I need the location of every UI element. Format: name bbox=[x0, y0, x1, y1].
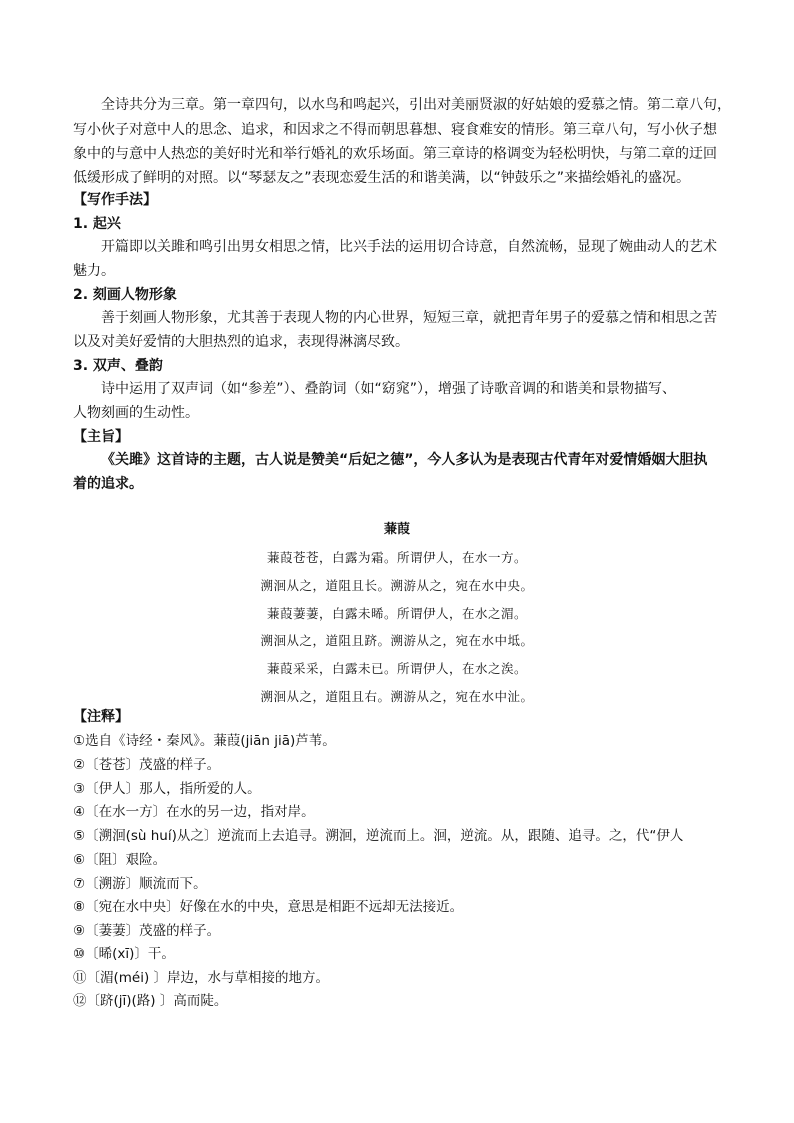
technique-text: 诗中运用了双声词（如“参差”）、叠韵词（如“窈窕”），增强了诗歌音调的和谐美和景物描写、 bbox=[101, 381, 677, 397]
note-item: ⑧〔宛在水中央〕好像在水的中央，意思是相距不远却无法接近。 bbox=[73, 899, 464, 915]
technique-text: 人物刻画的生动性。 bbox=[73, 405, 199, 421]
analysis-line: 写小伙子对意中人的思念、追求，和因求之不得而朝思暮想、寝食难安的情形。第三章八句，写小伙子想 bbox=[73, 122, 717, 138]
technique-text: 以及对美好爱情的大胆热烈的追求，表现得淋漓尽致。 bbox=[73, 334, 409, 350]
poem-line: 溯洄从之，道阻且跻。溯游从之，宛在水中坻。 bbox=[260, 633, 534, 648]
poem-line: 溯洄从之，道阻且右。溯游从之，宛在水中沚。 bbox=[260, 689, 534, 704]
poem-line: 蒹葭萋萋，白露未晞。所谓伊人，在水之湄。 bbox=[266, 606, 527, 621]
note-item: ①选自《诗经・秦风》。蒹葭(jiān jiā)芦苇。 bbox=[73, 733, 336, 749]
technique-title: 2. 刻画人物形象 bbox=[73, 287, 177, 303]
analysis-line: 全诗共分为三章。第一章四句，以水鸟和鸣起兴，引出对美丽贤淑的好姑娘的爱慕之情。第二章八句， bbox=[101, 97, 731, 113]
notes-heading: 【注释】 bbox=[73, 709, 129, 725]
theme-text: 着的追求。 bbox=[73, 476, 143, 492]
poem-line: 蒹葭苍苍，白露为霜。所谓伊人，在水一方。 bbox=[266, 550, 527, 565]
note-item: ④〔在水一方〕在水的另一边，指对岸。 bbox=[73, 804, 315, 820]
analysis-line: 象中的与意中人热恋的美好时光和举行婚礼的欢乐场面。第三章诗的格调变为轻松明快，与第二章的迂回 bbox=[73, 146, 717, 162]
note-item: ⑤〔溯洄(sù huí)从之〕逆流而上去追寻。溯洄，逆流而上。洄，逆流。从，跟随、追寻。之，代“伊人 bbox=[73, 828, 684, 844]
technique-text: 魅力。 bbox=[73, 263, 115, 279]
poem-line: 溯洄从之，道阻且长。溯游从之，宛在水中央。 bbox=[260, 578, 534, 593]
analysis-line: 低缓形成了鲜明的对照。以“琴瑟友之”表现恋爱生活的和谐美满，以“钟鼓乐之”来描绘婚礼的盛况。 bbox=[73, 170, 691, 186]
technique-title: 3. 双声、叠韵 bbox=[73, 358, 163, 374]
technique-text: 开篇即以关雎和鸣引出男女相思之情，比兴手法的运用切合诗意，自然流畅，显现了婉曲动人的艺术 bbox=[101, 239, 717, 255]
note-item: ⑨〔萋萋〕茂盛的样子。 bbox=[73, 923, 221, 939]
poem-line: 蒹葭采采，白露未已。所谓伊人，在水之涘。 bbox=[266, 661, 527, 676]
note-item: ⑫〔跻(jī)(路) 〕高而陡。 bbox=[73, 993, 228, 1009]
writing-heading: 【写作手法】 bbox=[73, 192, 157, 208]
note-item: ⑥〔阻〕艰险。 bbox=[73, 852, 167, 868]
note-item: ②〔苍苍〕茂盛的样子。 bbox=[73, 757, 221, 773]
theme-text: 《关雎》这首诗的主题，古人说是赞美“后妃之德”，今人多认为是表现古代青年对爱情婚姻大胆执 bbox=[101, 452, 708, 468]
note-item: ③〔伊人〕那人，指所爱的人。 bbox=[73, 781, 261, 797]
technique-title: 1. 起兴 bbox=[73, 216, 121, 232]
theme-heading: 【主旨】 bbox=[73, 429, 129, 445]
note-item: ⑦〔溯游〕顺流而下。 bbox=[73, 876, 207, 892]
poem-title: 蒹葭 bbox=[383, 522, 410, 537]
note-item: ⑪〔湄(méi) 〕岸边，水与草相接的地方。 bbox=[73, 970, 330, 986]
technique-text: 善于刻画人物形象，尤其善于表现人物的内心世界，短短三章，就把青年男子的爱慕之情和相思之苦 bbox=[101, 310, 717, 326]
note-item: ⑩〔晞(xī)〕干。 bbox=[73, 946, 175, 962]
